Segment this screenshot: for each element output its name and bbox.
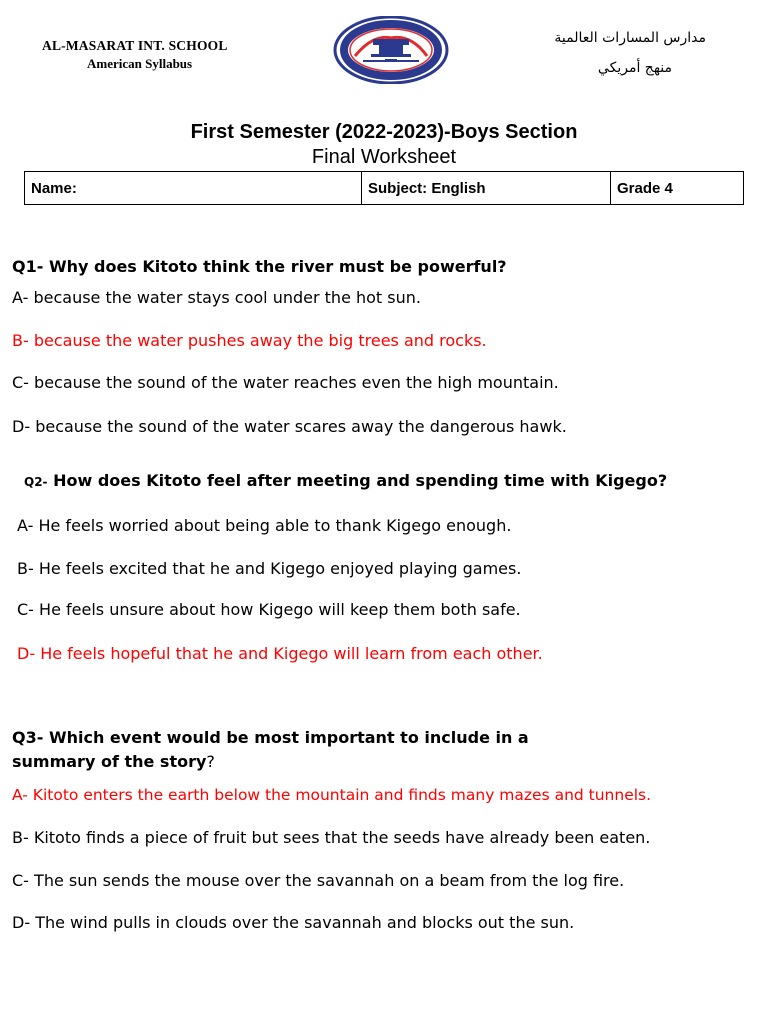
option-text: Kitoto finds a piece of fruit but sees that the seeds have already been eaten. [33, 828, 651, 847]
option-letter: A- [17, 516, 34, 535]
question-text-line-1: Which event would be most important to include in a [48, 728, 529, 747]
option-letter: D- [17, 644, 36, 663]
option-letter: A- [12, 288, 29, 307]
option-letter: A- [12, 786, 28, 804]
question-mark: ? [206, 752, 215, 771]
option-letter: C- [12, 373, 29, 392]
question-3-continued [12, 752, 215, 771]
question-2 [24, 471, 667, 490]
school-logo-seal-icon [333, 16, 449, 84]
q1-option-b[interactable] [12, 331, 487, 350]
option-text: The sun sends the mouse over the savannah on a beam from the log fire. [34, 871, 625, 890]
question-number: Q3- [12, 728, 44, 747]
q3-option-d[interactable] [12, 913, 574, 932]
school-logo [333, 16, 449, 84]
q3-option-a[interactable] [12, 786, 651, 804]
syllabus-english: American Syllabus [87, 56, 193, 71]
option-text: because the water stays cool under the hot sun. [33, 288, 421, 307]
q2-option-a[interactable] [17, 516, 511, 535]
q2-option-b[interactable] [17, 559, 521, 578]
option-text: The wind pulls in clouds over the savannah and blocks out the sun. [35, 913, 575, 932]
option-text: because the water pushes away the big trees and rocks. [33, 331, 487, 350]
option-text: He feels unsure about how Kigego will keep them both safe. [39, 600, 521, 619]
option-text: Kitoto enters the earth below the mountain and finds many mazes and tunnels. [32, 786, 652, 804]
worksheet-subtitle: Final Worksheet [311, 146, 457, 168]
q2-option-d[interactable] [17, 644, 543, 663]
option-text: He feels excited that he and Kigego enjoyed playing games. [38, 559, 522, 578]
question-3 [12, 728, 529, 747]
option-text: He feels hopeful that he and Kigego will learn from each other. [40, 644, 543, 663]
option-letter: D- [12, 913, 31, 932]
option-letter: B- [17, 559, 34, 578]
school-name-english: AL-MASARAT INT. SCHOOL [42, 38, 228, 53]
worksheet-title: First Semester (2022-2023)-Boys Section [190, 121, 578, 143]
question-1 [12, 257, 507, 276]
q3-option-c[interactable] [12, 871, 624, 890]
question-number: Q2- [24, 475, 48, 489]
option-letter: B- [12, 828, 29, 847]
q1-option-d[interactable] [12, 417, 567, 436]
option-letter: C- [17, 600, 34, 619]
option-text: because the sound of the water reaches even the high mountain. [34, 373, 559, 392]
grade-cell: Grade 4 [611, 172, 744, 205]
option-letter: D- [12, 417, 31, 436]
question-text: How does Kitoto feel after meeting and spending time with Kigego? [53, 471, 668, 490]
student-info-table [24, 171, 744, 205]
q3-option-b[interactable] [12, 828, 650, 847]
q1-option-a[interactable] [12, 288, 421, 307]
question-text: Why does Kitoto think the river must be powerful? [48, 257, 507, 276]
option-letter: C- [12, 871, 29, 890]
school-name-arabic: مدارس المسارات العالمية [554, 30, 706, 46]
option-text: because the sound of the water scares away the dangerous hawk. [35, 417, 567, 436]
subject-cell: Subject: English [362, 172, 611, 205]
q2-option-c[interactable] [17, 600, 521, 619]
option-letter: B- [12, 331, 29, 350]
question-text-line-2: summary of the story [12, 752, 207, 771]
name-cell[interactable]: Name: [25, 172, 362, 205]
q1-option-c[interactable] [12, 373, 559, 392]
option-text: He feels worried about being able to thank Kigego enough. [38, 516, 512, 535]
question-number: Q1- [12, 257, 44, 276]
syllabus-arabic: منهج أمريكي [597, 60, 672, 76]
